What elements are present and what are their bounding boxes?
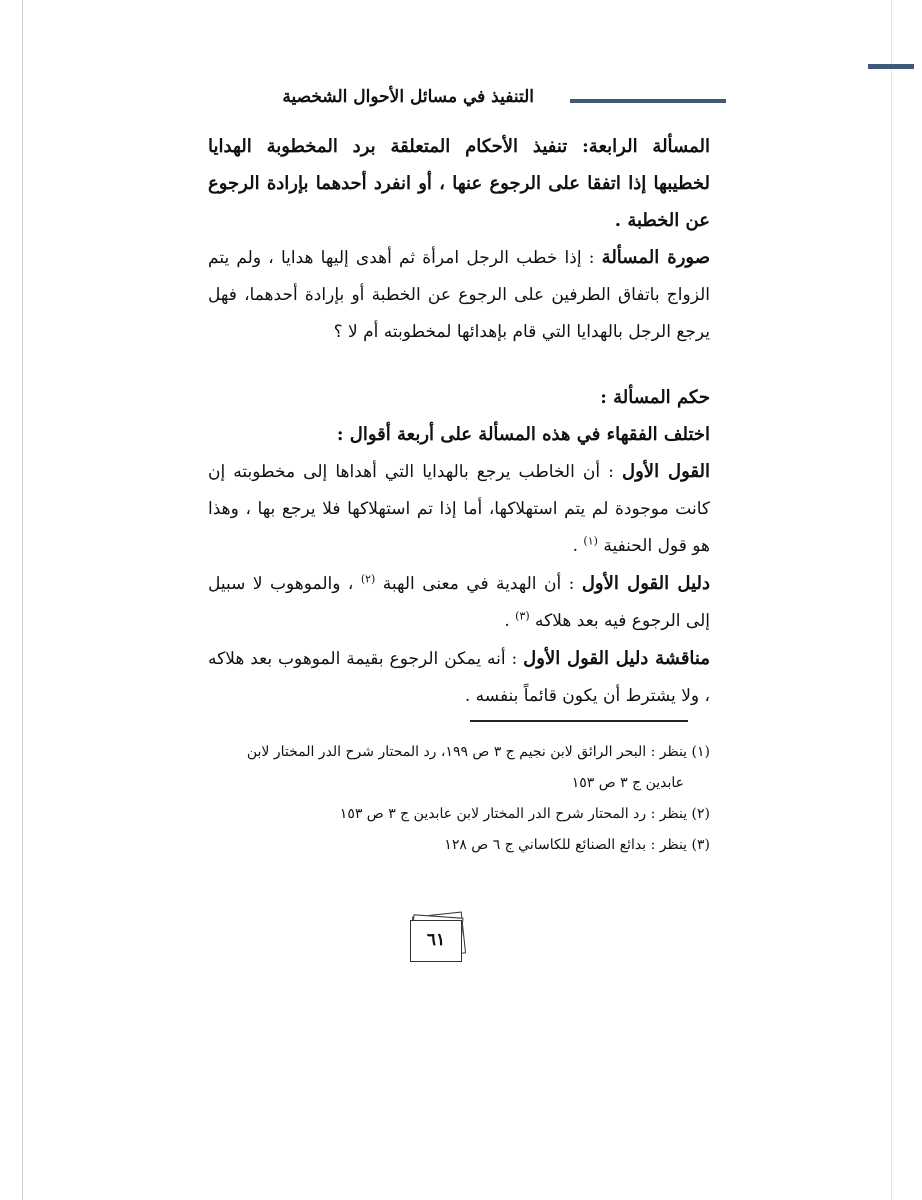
section-spacer (208, 351, 710, 379)
case-text: : إذا خطب الرجل امرأة ثم أهدى إليها هدايا ، ولم يتم الزواج باتفاق الطرفين على الرجوع عن الخطبة أو بإرادة أحدهما، فهل يرجع الرجل بالهدايا التي قام بإهدائها لمخطوبته أم لا ؟ (208, 248, 710, 342)
first-opinion-end: . (572, 536, 584, 556)
header-accent-bar (570, 99, 726, 103)
footnote-2: (٢) ينظر : رد المحتار شرح الدر المختار لابن عابدين ج ٣ ص ١٥٣ (339, 806, 710, 822)
first-opinion-label: القول الأول (622, 461, 710, 482)
footnote-ref-2[interactable]: (٢) (360, 572, 376, 586)
running-header-title: التنفيذ في مسائل الأحوال الشخصية (282, 87, 534, 107)
case-paragraph (208, 239, 710, 351)
first-opinion-paragraph (208, 453, 710, 565)
footnote-1-line-1: (١) ينظر : البحر الرائق لابن نجيم ج ٣ ص ١٩٩، رد المحتار شرح الدر المختار لابن (246, 744, 710, 760)
page-edge-left (22, 0, 23, 1200)
first-opinion-text: : أن الخاطب يرجع بالهدايا التي أهداها إلى مخطوبته إن كانت موجودة لم يتم استهلاكها، أما إذا تم استهلاكها فلا يرجع بها ، وهذا هو قول الحنفية (208, 462, 710, 556)
issue-heading-line-2: اتفقا على الرجوع عنها ، أو انفرد أحدهما بإرادة الرجوع عن الخطبة . (208, 173, 710, 231)
footnote-separator (470, 720, 688, 722)
issue-heading (208, 128, 710, 239)
main-text-block (208, 128, 710, 715)
evidence-label: دليل القول الأول (581, 573, 711, 594)
footnote-ref-1[interactable]: (١) (583, 534, 598, 548)
evidence-end: . (504, 611, 516, 631)
footnote-1-line-2: عابدين ج ٣ ص ١٥٣ (571, 775, 684, 791)
corner-accent-bar (868, 64, 914, 69)
page-number-badge (408, 918, 464, 958)
issue-heading-line-1: المسألة الرابعة: تنفيذ الأحكام المتعلقة برد المخطوبة الهدايا لخطيبها إذا (208, 136, 710, 194)
discussion-text: : أنه يمكن الرجوع بقيمة الموهوب بعد هلاكه ، ولا يشترط أن يكون قائماً بنفسه . (208, 649, 710, 706)
ruling-heading: حكم المسألة : (600, 387, 710, 408)
footnote-ref-3[interactable]: (٣) (515, 609, 530, 623)
discussion-label: مناقشة دليل القول الأول (523, 648, 710, 669)
evidence-paragraph (208, 565, 710, 640)
evidence-text-b: ، والموهوب لا سبيل إلى الرجوع فيه بعد هلاكه (208, 574, 710, 631)
footnotes-block (208, 737, 710, 861)
case-label: صورة المسألة (601, 247, 711, 268)
page-number: ٦١ (426, 930, 446, 950)
discussion-paragraph (208, 640, 710, 715)
footnote-1 (208, 737, 710, 799)
page-edge-right (891, 0, 892, 1200)
jurists-heading: اختلف الفقهاء في هذه المسألة على أربعة أقوال : (336, 424, 710, 445)
footnote-3: (٣) ينظر : بدائع الصنائع للكاساني ج ٦ ص ١٢٨ (444, 837, 710, 853)
evidence-text-a: : أن الهدية في معنى الهبة (375, 574, 582, 594)
